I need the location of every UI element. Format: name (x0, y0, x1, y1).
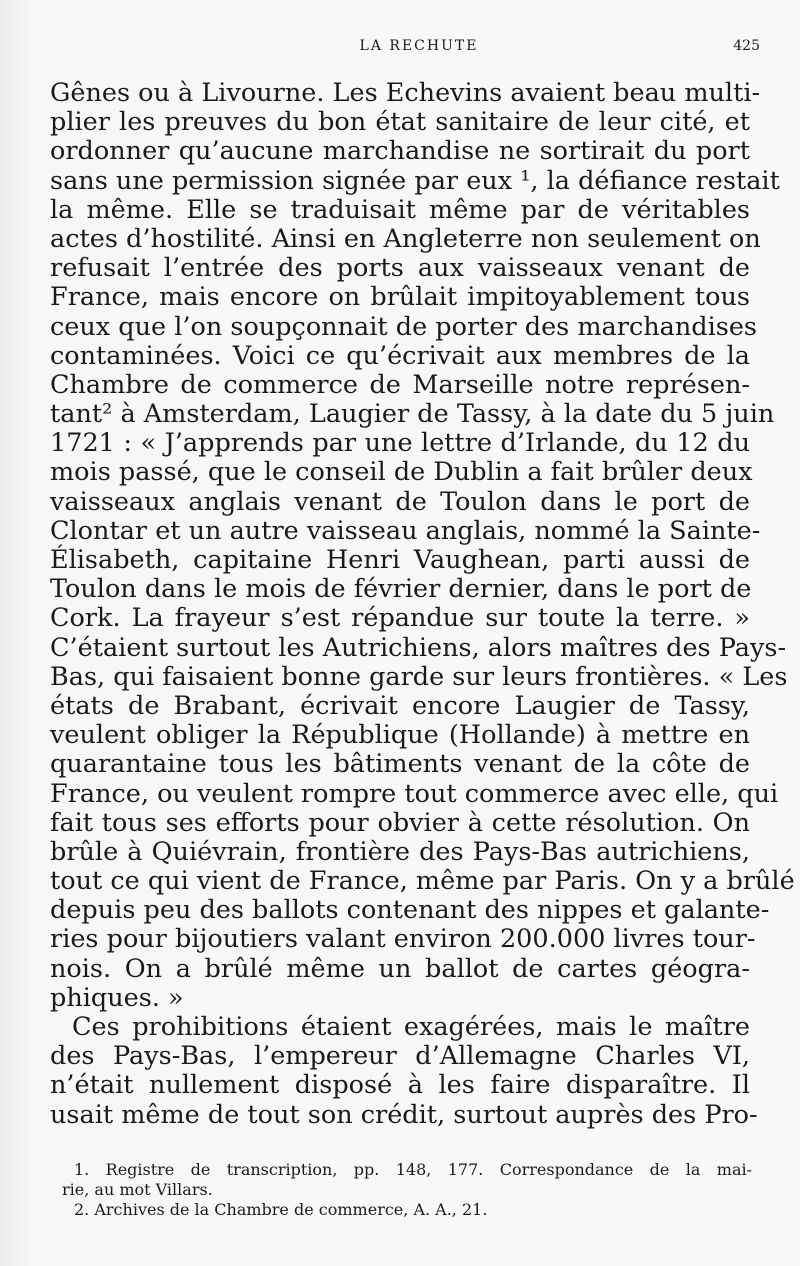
text-line: Chambre de commerce de Marseille notre représen- (50, 369, 750, 400)
page-header (48, 38, 760, 66)
text-line: ordonner qu’aucune marchandise ne sortirait du port (50, 136, 750, 167)
text-line: C’étaient surtout les Autrichiens, alors maîtres des Pays- (50, 632, 787, 663)
footnotes (62, 1160, 752, 1220)
footnote-line: 2. Archives de la Chambre de commerce, A. A., 21. (74, 1200, 488, 1219)
text-line: Toulon dans le mois de février dernier, dans le port de (50, 574, 752, 605)
text-line: mois passé, que le conseil de Dublin a fait brûler deux (50, 457, 753, 488)
footnote-line: 1. Registre de transcription, pp. 148, 177. Correspondance de la mai- (74, 1160, 752, 1179)
text-line: quarantaine tous les bâtiments venant de la côte de (50, 749, 750, 780)
text-line: brûle à Quiévrain, frontière des Pays-Bas autrichiens, (50, 836, 750, 867)
text-line: n’était nullement disposé à les faire disparaître. Il (50, 1070, 750, 1101)
text-line: sans une permission signée par eux ¹, la défiance restait (50, 165, 780, 196)
text-line: depuis peu des ballots contenant des nippes et galante- (50, 895, 770, 926)
text-line: états de Brabant, écrivait encore Laugier de Tassy, (50, 690, 750, 721)
footnote-line: rie, au mot Villars. (62, 1180, 213, 1199)
text-line: ries pour bijoutiers valant environ 200.000 livres tour- (50, 924, 756, 955)
text-line: tant² à Amsterdam, Laugier de Tassy, à la date du 5 juin (50, 399, 775, 430)
text-line: Gênes ou à Livourne. Les Echevins avaient beau multi- (50, 78, 761, 108)
text-line: fait tous ses efforts pour obvier à cette résolution. On (50, 807, 750, 838)
text-line: la même. Elle se traduisait même par de véritables (50, 194, 750, 225)
text-line: Ces prohibitions étaient exagérées, mais le maître (72, 1012, 750, 1042)
text-line: Bas, qui faisaient bonne garde sur leurs frontières. « Les (50, 661, 788, 692)
text-line: veulent obliger la République (Hollande) à mettre en (50, 720, 750, 751)
text-line: 1721 : « J’apprends par une lettre d’Irlande, du 12 du (50, 428, 750, 459)
text-line: nois. On a brûlé même un ballot de cartes géogra- (50, 953, 750, 984)
text-line: refusait l’entrée des ports aux vaisseaux venant de (50, 253, 750, 284)
text-line: tout ce qui vient de France, même par Paris. On y a brûlé (50, 866, 795, 897)
text-line: actes d’hostilité. Ainsi en Angleterre non seulement on (50, 223, 761, 254)
text-line: des Pays-Bas, l’empereur d’Allemagne Charles VI, (50, 1041, 750, 1072)
text-line: contaminées. Voici ce qu’écrivait aux membres de la (50, 340, 750, 371)
text-line: Clontar et un autre vaisseau anglais, nommé la Sainte- (50, 515, 761, 546)
text-line: France, mais encore on brûlait impitoyablement tous (50, 282, 750, 313)
running-title: LA RECHUTE (359, 38, 479, 54)
body-text (50, 78, 795, 1130)
text-line: France, ou veulent rompre tout commerce avec elle, qui (50, 778, 779, 809)
text-line: ceux que l’on soupçonnait de porter des marchandises (50, 311, 758, 342)
text-line: Élisabeth, capitaine Henri Vaughean, parti aussi de (50, 545, 750, 575)
text-line: usait même de tout son crédit, surtout auprès des Pro- (50, 1099, 758, 1130)
text-line: plier les preuves du bon état sanitaire de leur cité, et (50, 107, 750, 138)
text-line: vaisseaux anglais venant de Toulon dans le port de (50, 486, 750, 517)
text-line: phiques. » (50, 982, 184, 1013)
page-number: 425 (733, 38, 760, 54)
text-line: Cork. La frayeur s’est répandue sur toute la terre. » (50, 603, 750, 634)
